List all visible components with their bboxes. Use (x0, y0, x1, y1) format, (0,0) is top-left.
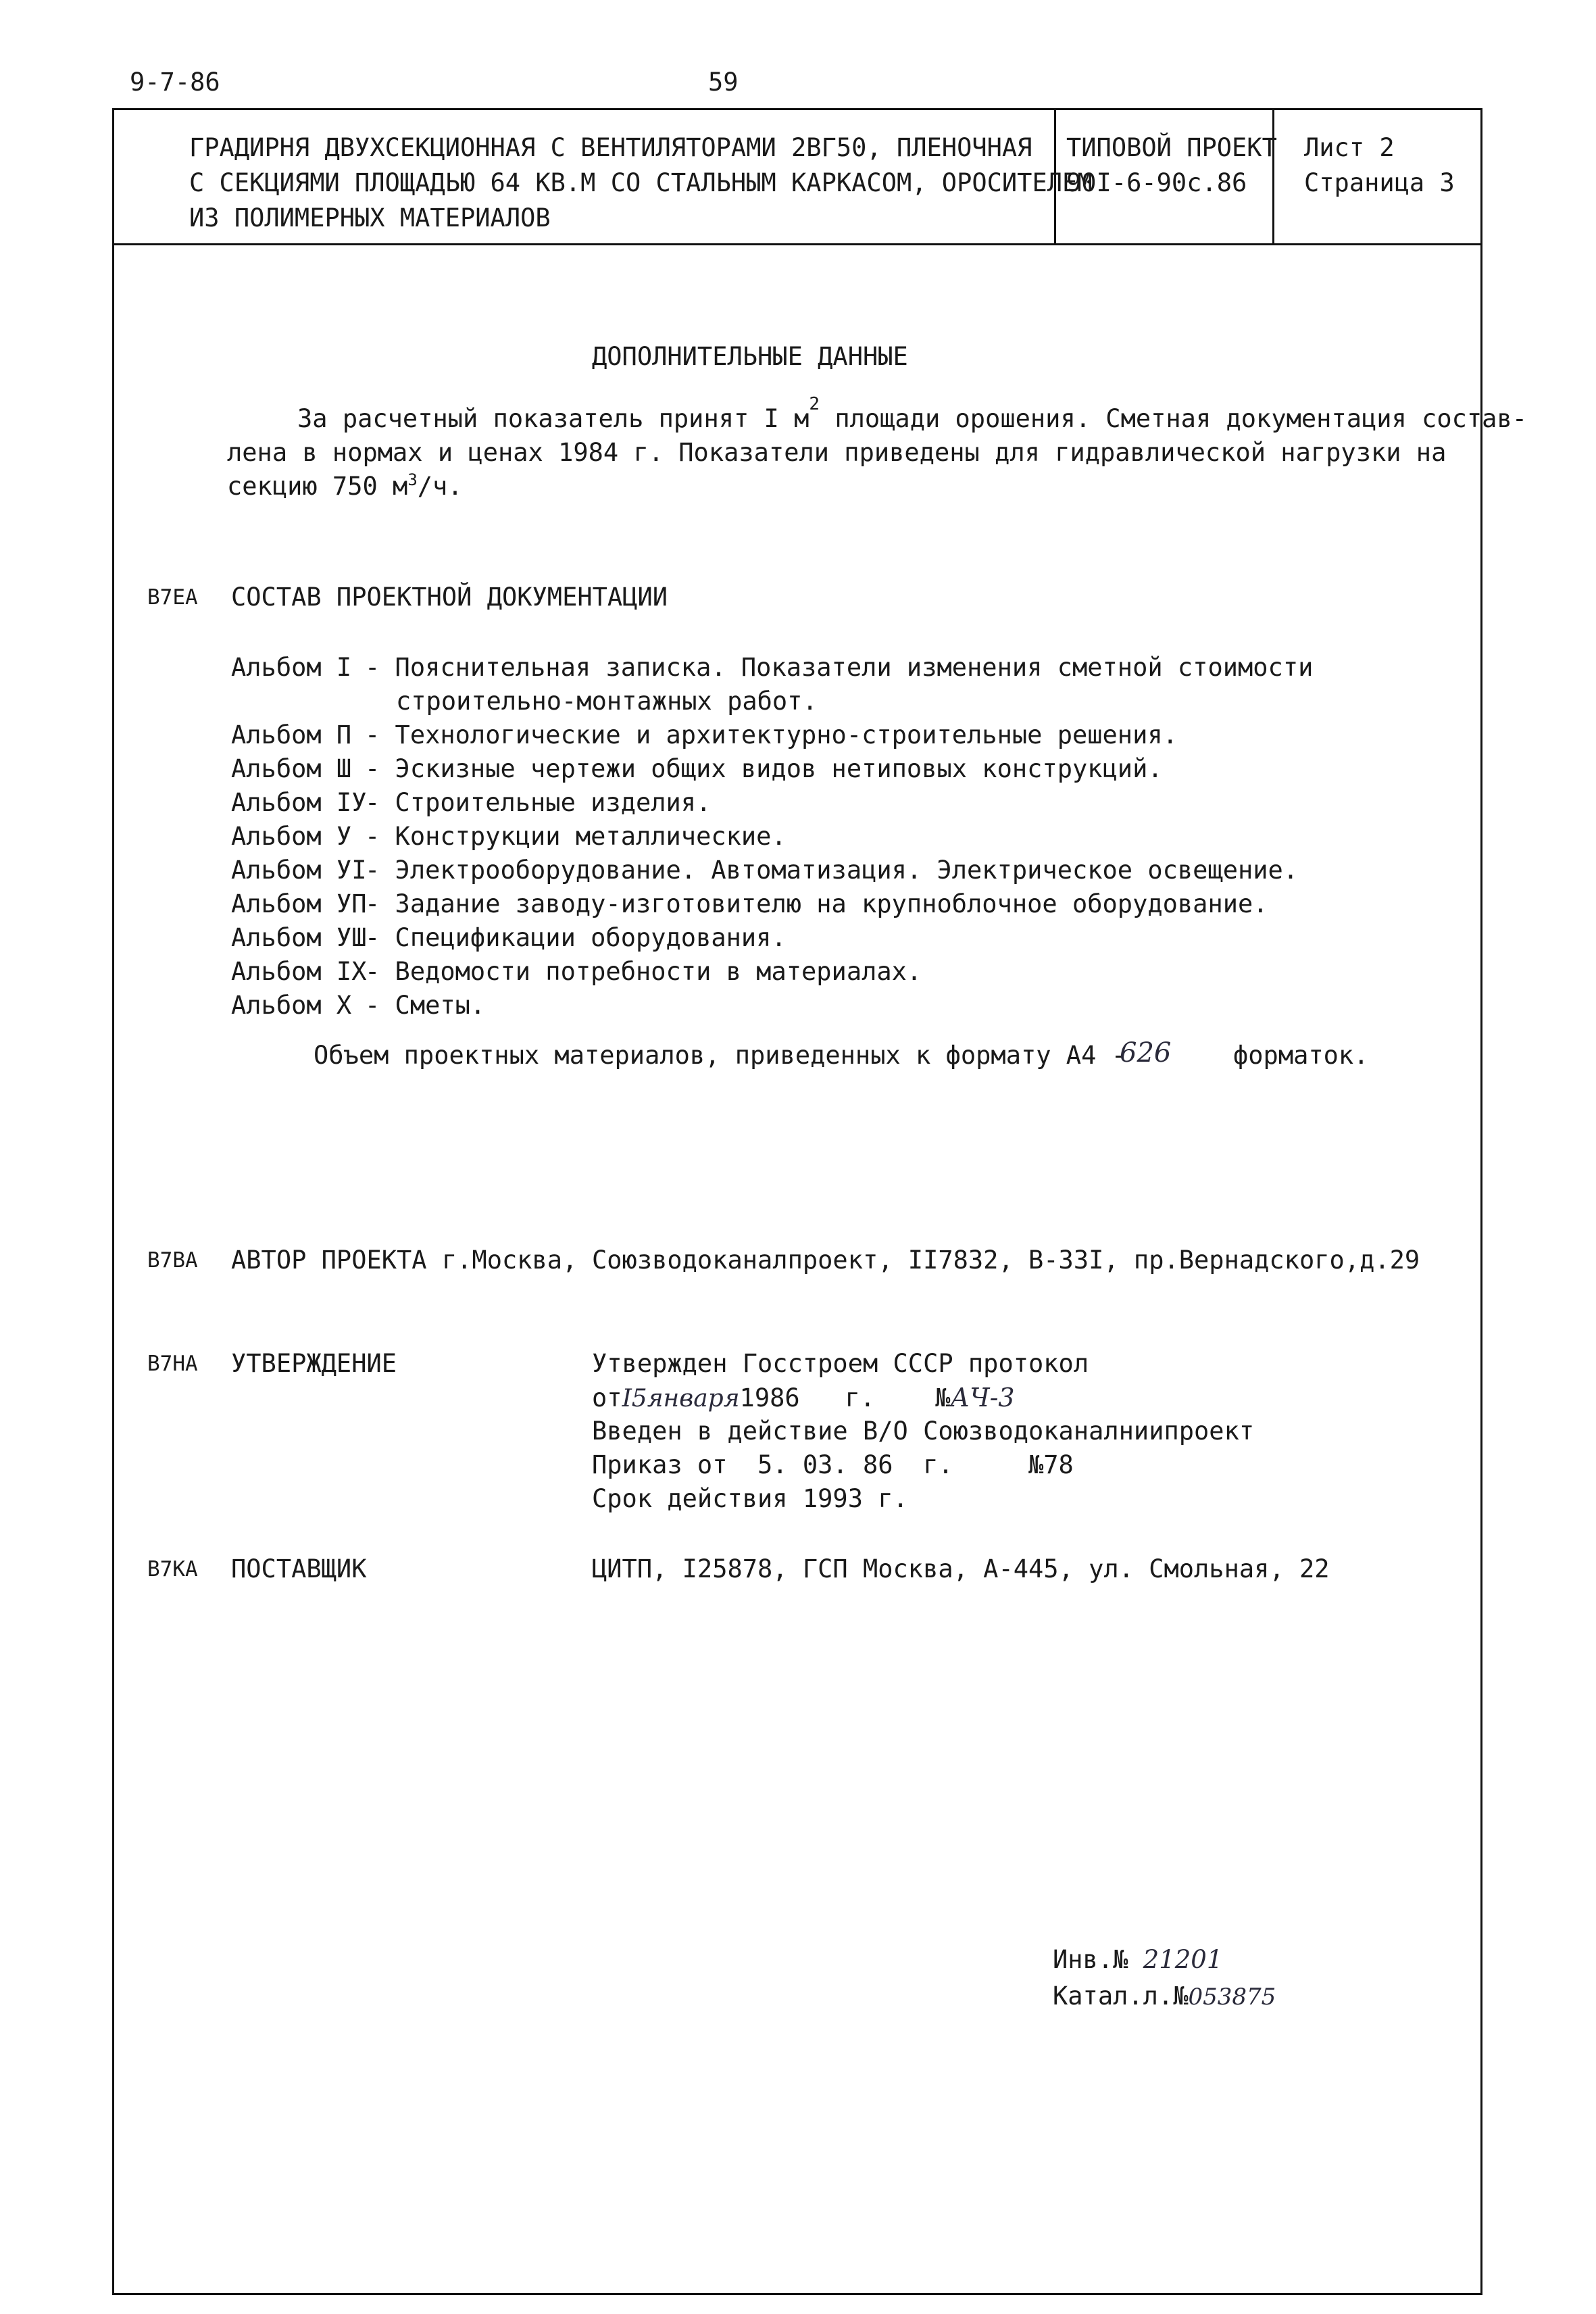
approval-label: УТВЕРЖДЕНИЕ (231, 1349, 397, 1378)
album-description: - Строительные изделия. (365, 788, 712, 817)
supplier-label: ПОСТАВЩИК (231, 1554, 367, 1583)
catalog-label: Катал.л.№ (1053, 1981, 1189, 2011)
supplier-value: ЦИТП, I25878, ГСП Москва, А-445, ул. Смольная, 22 (592, 1554, 1330, 1583)
album-label: Альбом IУ (231, 788, 367, 817)
album-label: Альбом УI (231, 856, 367, 885)
approval-line: Утвержден Госстроем СССР протокол (592, 1349, 1089, 1378)
header-title-line: ГРАДИРНЯ ДВУХСЕКЦИОННАЯ С ВЕНТИЛЯТОРАМИ 2ВГ50, ПЛЕНОЧНАЯ (189, 133, 1032, 162)
inventory-line (1053, 1945, 1222, 1975)
inventory-label: Инв.№ (1053, 1945, 1128, 1974)
album-description: - Эскизные чертежи общих видов нетиповых конструкций. (365, 754, 1163, 783)
album-label: Альбом X (231, 991, 352, 1020)
author-label: АВТОР ПРОЕКТА г.Москва, (231, 1246, 578, 1275)
document-code: 9-7-86 (130, 68, 220, 97)
section-code: В7НА (147, 1352, 198, 1376)
album-description: - Электрооборудование. Автоматизация. Электрическое освещение. (365, 856, 1299, 885)
album-description: - Пояснительная записка. Показатели изменения сметной стоимости (365, 653, 1314, 682)
approval-line: Приказ от 5. 03. 86 г. №78 (592, 1450, 1074, 1479)
album-label: Альбом У (231, 822, 352, 851)
inventory-value: 21201 (1143, 1945, 1223, 1974)
album-description: - Ведомости потребности в материалах. (365, 957, 922, 986)
album-description: строительно-монтажных работ. (396, 687, 818, 716)
author-value: Союзводоканалпроект, II7832, В-33I, пр.Вернадского,д.29 (592, 1246, 1420, 1275)
additional-heading: ДОПОЛНИТЕЛЬНЫЕ ДАННЫЕ (592, 342, 908, 371)
sheet-number: Лист 2 (1304, 133, 1395, 162)
album-label: Альбом УП (231, 889, 367, 918)
catalog-value: 053875 (1188, 1984, 1276, 2011)
header-title-line: С СЕКЦИЯМИ ПЛОЩАДЬЮ 64 КВ.М СО СТАЛЬНЫМ КАРКАСОМ, ОРОСИТЕЛЕМ (189, 168, 1093, 197)
page-label: Страница 3 (1304, 168, 1455, 197)
composition-heading: СОСТАВ ПРОЕКТНОЙ ДОКУМЕНТАЦИИ (231, 583, 668, 612)
catalog-line (1053, 1981, 1276, 2012)
album-description: - Спецификации оборудования. (365, 923, 787, 952)
album-label: Альбом П (231, 720, 352, 749)
additional-paragraph-line: лена в нормах и ценах 1984 г. Показатели приведены для гидравлической нагрузки на (227, 438, 1447, 467)
volume-unit: форматок. (1233, 1041, 1369, 1070)
project-number: 90I-6-90с.86 (1066, 168, 1247, 197)
approval-line: Введен в действие В/О Союзводоканалниипроект (592, 1417, 1255, 1446)
album-description: - Технологические и архитектурно-строительные решения. (365, 720, 1178, 749)
additional-paragraph-line: секцию 750 $м^3/ч$. (227, 470, 463, 501)
album-description: - Задание заводу-изготовителю на крупноблочное оборудование. (365, 889, 1268, 918)
header-title-line: ИЗ ПОЛИМЕРНЫХ МАТЕРИАЛОВ (189, 203, 551, 232)
album-description: - Сметы. (365, 991, 486, 1020)
album-description: - Конструкции металлические. (365, 822, 787, 851)
section-code: В7КА (147, 1557, 198, 1581)
album-label: Альбом УШ (231, 923, 367, 952)
additional-paragraph-line: За расчетный показатель принят I $м^2$ площади орошения. Сметная документация состав- (297, 394, 1528, 433)
approval-line: отI5января1986 г. №АЧ-3 (592, 1383, 1015, 1412)
approval-line: Срок действия 1993 г. (592, 1484, 908, 1513)
section-code: В7ЕА (147, 585, 198, 610)
album-label: Альбом Ш (231, 754, 352, 783)
page-number: 59 (708, 68, 739, 97)
volume-text: Объем проектных материалов, приведенных к формату А4 - (314, 1041, 1126, 1070)
volume-value: 626 (1120, 1037, 1172, 1068)
album-label: Альбом IX (231, 957, 367, 986)
project-label: ТИПОВОЙ ПРОЕКТ (1066, 133, 1277, 162)
header-divider (112, 243, 1482, 245)
album-label: Альбом I (231, 653, 352, 682)
header-col-divider-2 (1272, 108, 1274, 245)
section-code: В7ВА (147, 1248, 198, 1273)
